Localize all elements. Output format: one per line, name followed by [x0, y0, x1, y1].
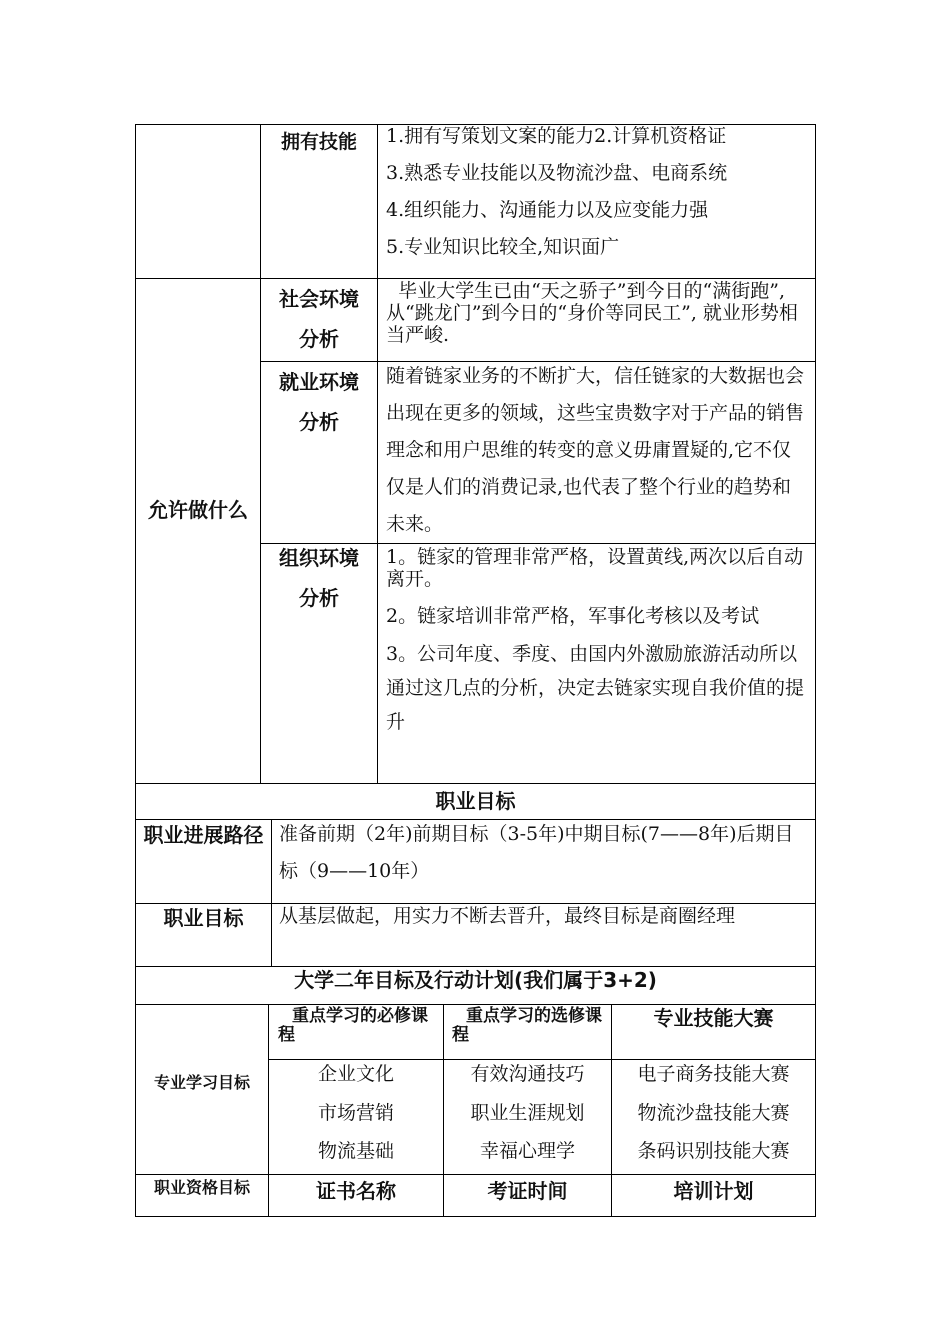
study-row-2-contest: 物流沙盘技能大赛	[637, 1102, 790, 1124]
skills-item: 5.专业知识比较全,知识面广	[386, 236, 620, 258]
table-border-bottom	[135, 1216, 816, 1217]
study-row-3-elective: 幸福心理学	[479, 1140, 575, 1162]
study-row-3-required: 物流基础	[317, 1140, 394, 1162]
skills-item: 4.组织能力、沟通能力以及应变能力强	[386, 199, 709, 221]
plan-header: 大学二年目标及行动计划(我们属于3+2)	[294, 968, 657, 992]
org-label-line2: 分析	[299, 586, 339, 610]
row-sep-skills	[135, 278, 816, 279]
career-goal-text: 从基层做起，用实力不断去晋升，最终目标是商圈经理	[279, 905, 736, 927]
employment-label-line2: 分析	[299, 410, 339, 434]
col-sep-1	[260, 124, 261, 783]
career-goal-label: 职业目标	[163, 906, 244, 930]
study-row-1-required: 企业文化	[317, 1063, 394, 1085]
employment-label	[261, 362, 377, 442]
social-label-line1: 社会环境	[279, 287, 359, 311]
social-label	[261, 279, 377, 359]
social-label-line2: 分析	[299, 327, 339, 351]
org-label-line1: 组织环境	[279, 546, 359, 570]
org-list	[386, 546, 810, 739]
career-goal-header: 职业目标	[435, 789, 516, 813]
study-row-1-elective: 有效沟通技巧	[470, 1063, 585, 1085]
study-row-3-contest: 条码识别技能大赛	[637, 1140, 790, 1162]
study-row-2-elective: 职业生涯规划	[470, 1102, 585, 1124]
org-item: 3。公司年度、季度、由国内外激励旅游活动所以通过这几点的分析，决定去链家实现自我价值的提升	[386, 643, 805, 733]
allowed-label: 允许做什么	[148, 498, 248, 522]
skills-list	[386, 118, 811, 266]
employment-text: 随着链家业务的不断扩大，信任链家的大数据也会出现在更多的领域，这些宝贵数字对于产品的销售理念和用户思维的转变的意义毋庸置疑的,它不仅仅是人们的消费记录,也代表了整个行业的趋势和未来。	[386, 365, 805, 535]
employment-label-line1: 就业环境	[279, 370, 359, 394]
org-item: 1。链家的管理非常严格，设置黄线,两次以后自动离开。	[386, 546, 804, 590]
study-label: 专业学习目标	[153, 1073, 250, 1092]
career-path-label: 职业进展路径	[143, 823, 264, 847]
career-path-text: 准备前期（2年)前期目标（3-5年)中期目标(7——8年)后期目标（9——10年）	[279, 823, 794, 882]
row-sep-career-path	[135, 903, 816, 904]
study-row-2-required: 市场营销	[317, 1102, 394, 1124]
table-border-left	[135, 124, 136, 1217]
qualification-header-training: 培训计划	[673, 1179, 754, 1203]
study-header-contest: 专业技能大赛	[653, 1006, 774, 1030]
col-sep-career	[271, 819, 272, 966]
skills-item: 3.熟悉专业技能以及物流沙盘、电商系统	[386, 162, 728, 184]
col-sep-2	[377, 124, 378, 783]
study-row-1-contest: 电子商务技能大赛	[637, 1063, 790, 1085]
study-header-required: 重点学习的必修课程	[278, 1006, 428, 1045]
social-text: 毕业大学生已由“天之骄子”到今日的“满街跑”,从“跳龙门”到今日的“身价等同民工”, 就业形势相当严峻.	[386, 280, 798, 346]
skills-item: 1.拥有写策划文案的能力2.计算机资格证	[386, 125, 727, 147]
qualification-header-time: 考证时间	[487, 1179, 568, 1203]
qualification-label: 职业资格目标	[153, 1178, 250, 1197]
study-header-elective: 重点学习的选修课程	[452, 1006, 602, 1045]
org-label	[261, 538, 377, 618]
qualification-header-cert: 证书名称	[316, 1179, 396, 1203]
org-item: 2。链家培训非常严格，军事化考核以及考试	[386, 605, 760, 627]
table-border-right	[815, 124, 816, 1217]
skills-label: 拥有技能	[280, 131, 357, 153]
